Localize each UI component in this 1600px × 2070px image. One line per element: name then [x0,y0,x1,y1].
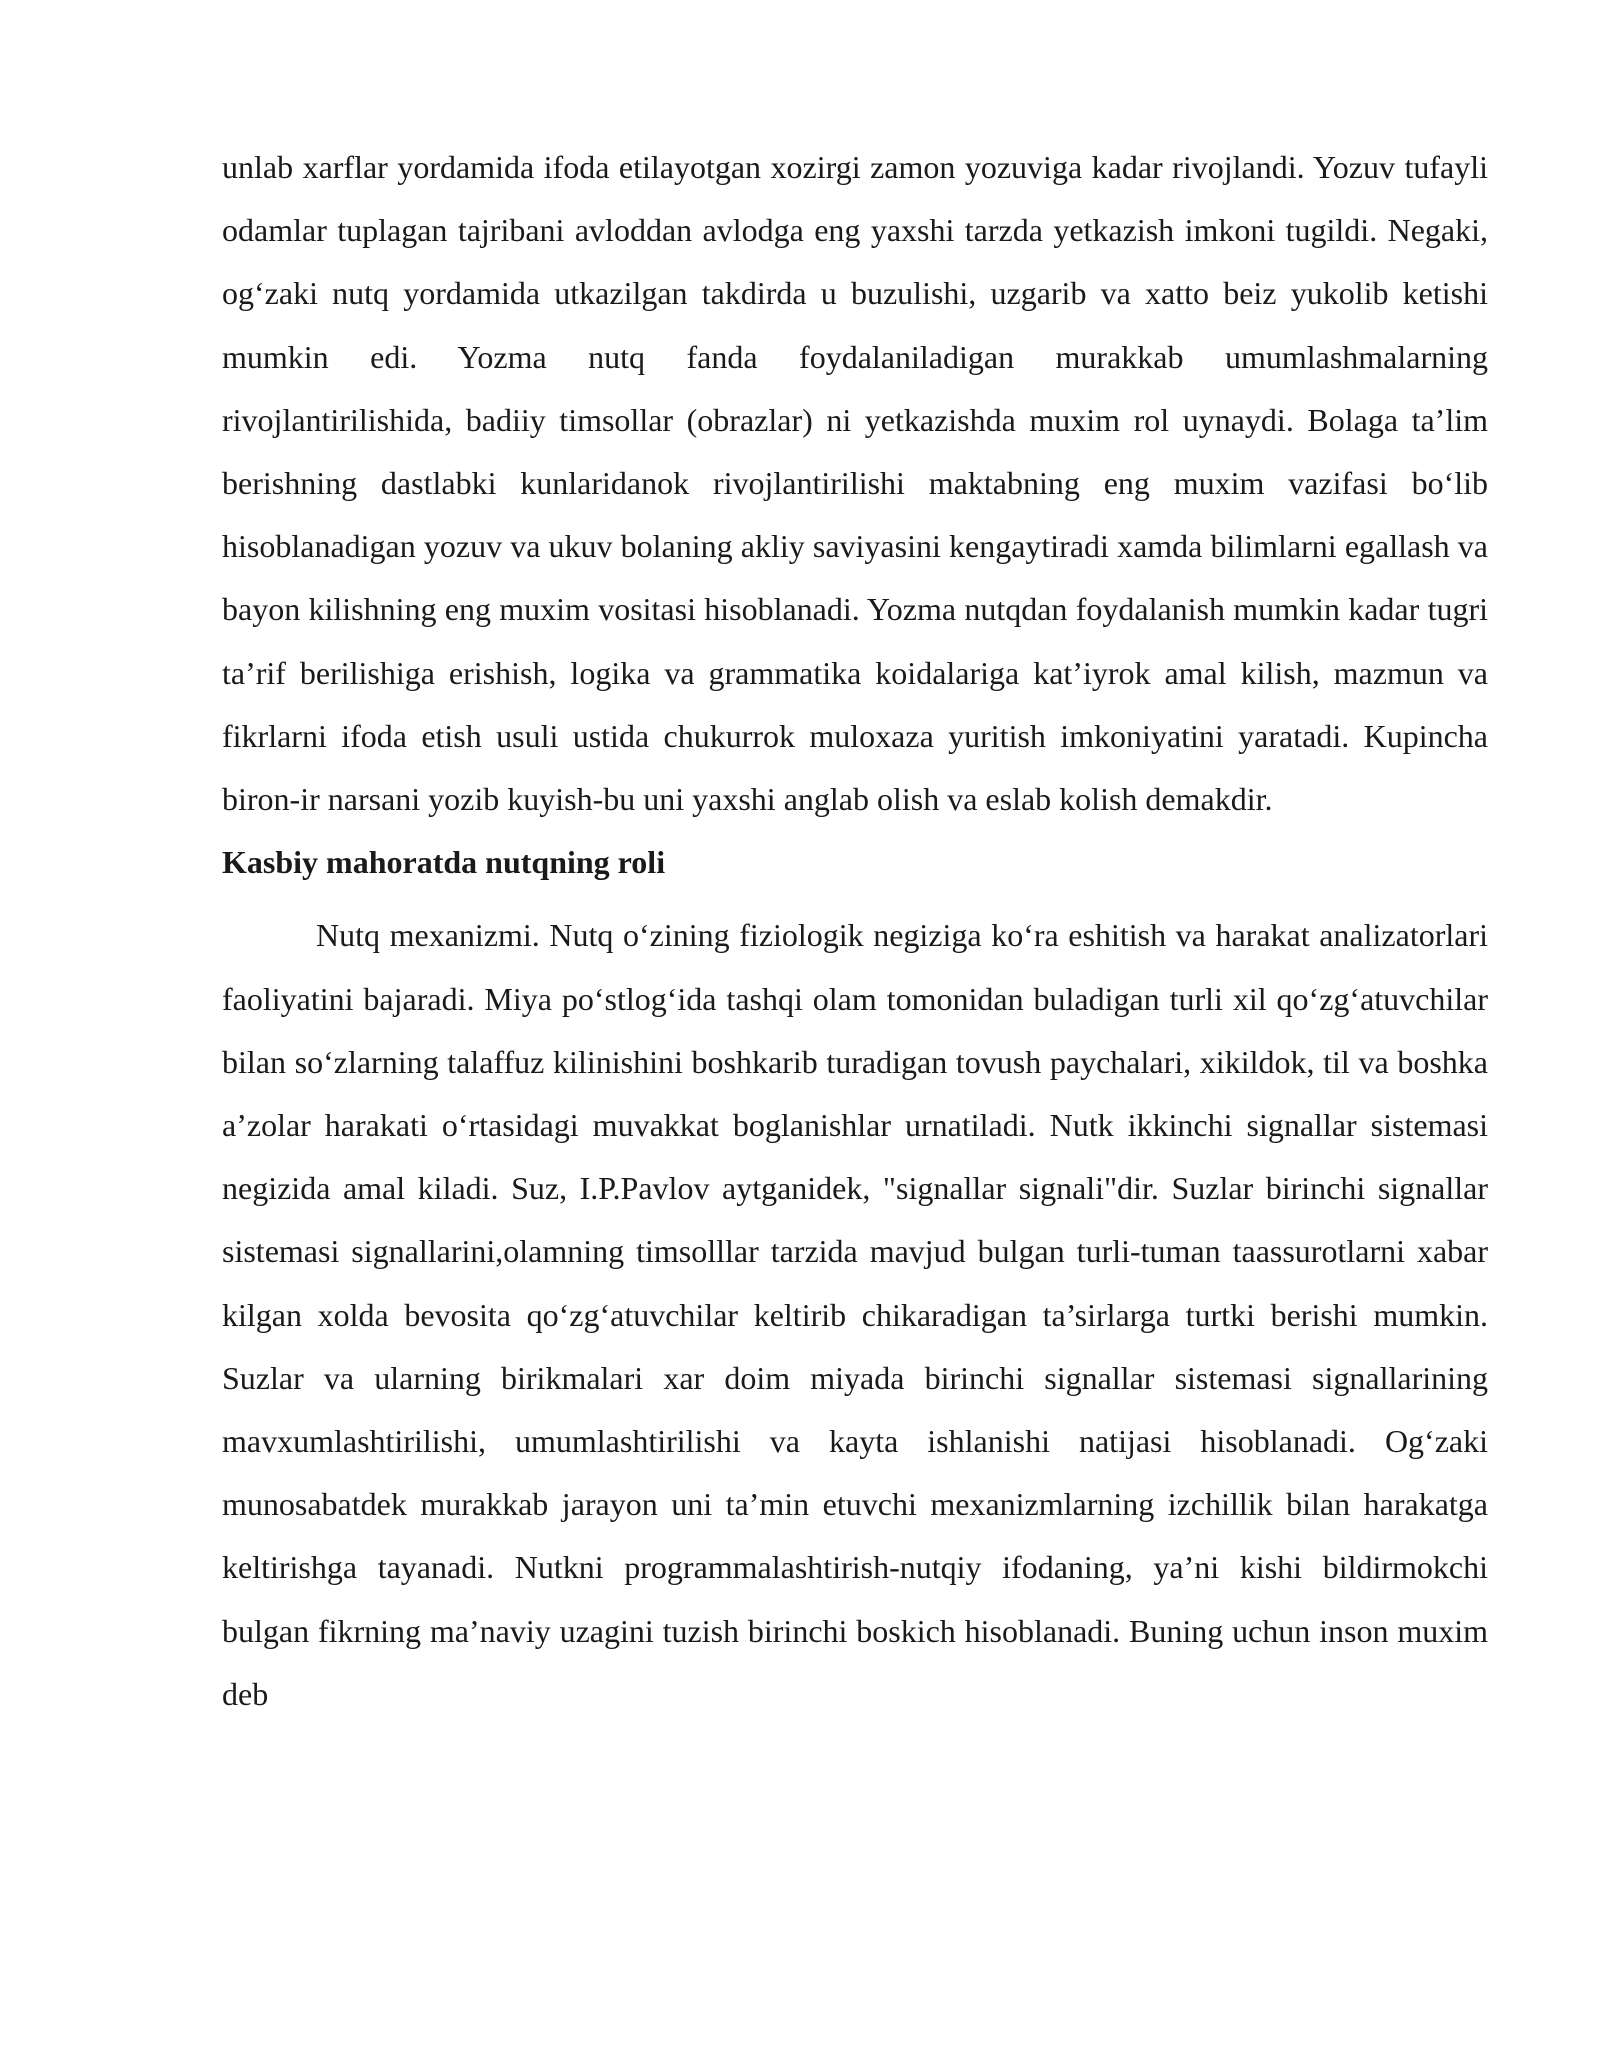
document-page [222,136,1488,1726]
body-paragraph: unlab xarflar yordamida ifoda etilayotgan xozirgi zamon yozuviga kadar rivojlandi. Yozuv tufayli odamlar tuplagan tajribani avloddan avlodga eng yaxshi tarzda yetkazish imkoni tugildi. Negaki, og‘zaki nutq yordamida utkazilgan takdirda u buzulishi, uzgarib va xatto beiz yukolib ketishi mumkin edi. Yozma nutq fanda foydalaniladigan murakkab umumlashmalarning rivojlantirilishida, badiiy timsollar (obrazlar) ni yetkazishda muxim rol uynaydi. Bolaga ta’lim berishning dastlabki kunlaridanok rivojlantirilishi maktabning eng muxim vazifasi bo‘lib hisoblanadigan yozuv va ukuv bolaning akliy saviyasini kengaytiradi xamda bilimlarni egallash va bayon kilishning eng muxim vositasi hisoblanadi. Yozma nutqdan foydalanish mumkin kadar tugri ta’rif berilishiga erishish, logika va grammatika koidalariga kat’iyrok amal kilish, mazmun va fikrlarni ifoda etish usuli ustida chukurrok muloxaza yuritish imkoniyatini yaratadi. Kupincha biron-ir narsani yozib kuyish-bu uni yaxshi anglab olish va eslab kolish demakdir. [222,149,1488,818]
body-paragraph: Nutq mexanizmi. Nutq o‘zining fiziologik negiziga ko‘ra eshitish va harakat analizatorlari faoliyatini bajaradi. Miya po‘stlog‘ida tashqi olam tomonidan buladigan turli xil qo‘zg‘atuvchilar bilan so‘zlarning talaffuz kilinishini boshkarib turadigan tovush paychalari, xikildok, til va boshka a’zolar harakati o‘rtasidagi muvakkat boglanishlar urnatiladi. Nutk ikkinchi signallar sistemasi negizida amal kiladi. Suz, I.P.Pavlov aytganidek, "signallar signali"dir. Suzlar birinchi signallar sistemasi signallarini,olamning timsolllar tarzida mavjud bulgan turli-tuman taassurotlarni xabar kilgan xolda bevosita qo‘zg‘atuvchilar keltirib chikaradigan ta’sirlarga turtki berishi mumkin. Suzlar va ularning birikmalari xar doim miyada birinchi signallar sistemasi signallarining mavxumlashtirilishi, umumlashtirilishi va kayta ishlanishi natijasi hisoblanadi. Og‘zaki munosabatdek murakkab jarayon uni ta’min etuvchi mexanizmlarning izchillik bilan harakatga keltirishga tayanadi. Nutkni programmalashtirish-nutqiy ifodaning, ya’ni kishi bildirmokchi bulgan fikrning ma’naviy uzagini tuzish birinchi boskich hisoblanadi. Buning uchun inson muxim deb [222,917,1488,1712]
section-heading: Kasbiy mahoratda nutqning roli [222,844,666,881]
